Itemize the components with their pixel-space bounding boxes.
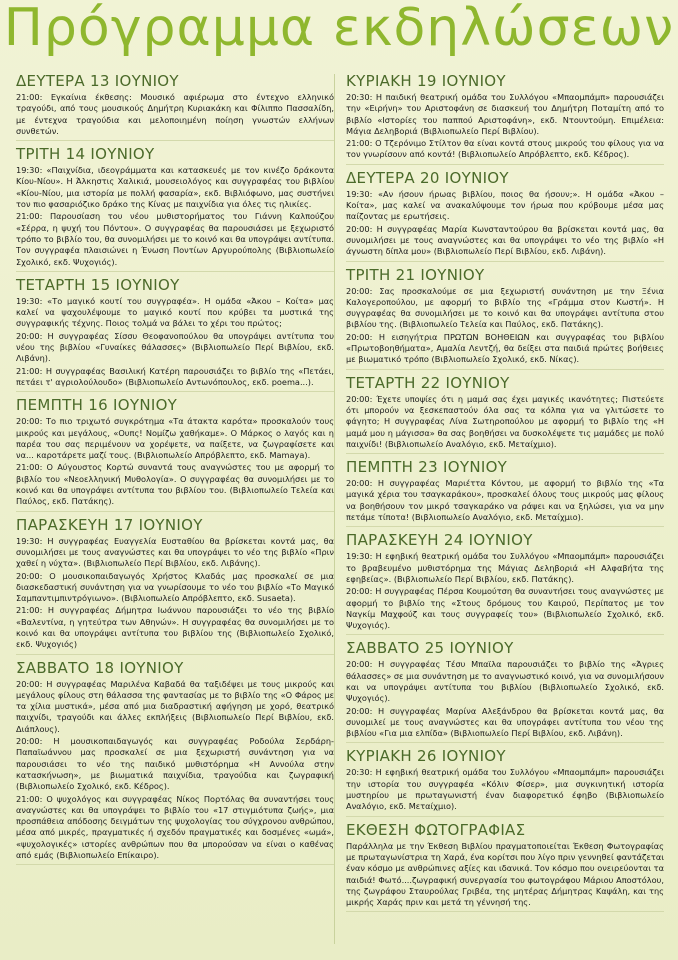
day-heading: ΚΥΡΙΑΚΗ 26 ΙΟΥΝΙΟΥ <box>346 747 506 766</box>
section-separator <box>16 864 334 865</box>
section-separator <box>346 816 664 817</box>
section-separator <box>346 261 664 262</box>
day-section <box>346 531 664 635</box>
day-heading: ΠΕΜΠΤΗ 23 ΙΟΥΝΙΟΥ <box>346 458 508 477</box>
event-entry: 20:00: Η συγγραφέας Μαριλένα Καβαδά θα ταξιδέψει με τους μικρούς και μεγάλους φίλους στη θάλασσα της φαντασίας με το βιβλίο της «Ο Φάρος με τα χίλια μυστικά», μέσα από μια διαδραστική αφήγηση με χορό, θεατρικό παιχνίδι, τραγούδι και άλλες εκπλήξεις (Βιβλιοπωλείο Περί Βιβλίου, εκδ. Διάπλους). <box>16 678 334 734</box>
section-separator <box>346 164 664 165</box>
event-entry: 20:00: Η συγγραφέας Μαρία Κωνσταντούρου θα βρίσκεται κοντά μας, θα συνομιλήσει με τους αναγνώστες και θα υπογράψει το νέο της βιβλίο «Η άγνωστη δίπλα μου» (Βιβλιοπωλείο Περί Βιβλίου, εκδ. Λιβάνη). <box>346 223 664 257</box>
day-section <box>16 72 334 141</box>
day-section <box>16 659 334 866</box>
event-entry: 21:00: Η συγγραφέας Δήμητρα Ιωάννου παρουσιάζει το νέο της βιβλίο «Βαλεντίνα, η γητεύτρα των Αθηνών». Η συγγραφέας θα συνομιλήσει με το κοινό και θα υπογράψει αντίτυπα του βιβλίου της (Βιβλιοπωλείο Σχολικό, εκδ. Ψυχογιός) <box>16 605 334 650</box>
day-section <box>346 821 664 913</box>
event-entry: 21:00: Παρουσίαση του νέου μυθιστορήματος του Γιάννη Καλπούζου «Σέρρα, η ψυχή του Πόντου». Ο συγγραφέας θα παρουσιάσει με ξεχωριστό τρόπο το βιβλίο του, θα συνομιλήσει με το κοινό και θα υπογράψει αντίτυπα. Τον συγγραφέα πλαισιώνει η Ένωση Ποντίων Αργυρούπολης (Βιβλιοπωλείο Σχολικό, εκδ. Ψυχογιός). <box>16 211 334 267</box>
day-heading: ΣΑΒΒΑΤΟ 18 ΙΟΥΝΙΟΥ <box>16 658 184 677</box>
day-section <box>346 639 664 743</box>
day-heading: ΔΕΥΤΕΡΑ 13 ΙΟΥΝΙΟΥ <box>16 72 179 90</box>
day-heading: ΔΕΥΤΕΡΑ 20 ΙΟΥΝΙΟΥ <box>346 168 509 187</box>
event-entry: 20:00: Έχετε υποψίες ότι η μαμά σας έχει μαγικές ικανότητες; Πιστεύετε ότι μπορούν να ξεσκεπαστούν όλα σας τα κόλπα για να γλιτώσετε το φάγητο; Η συγγραφέας Λίνα Σωτηροπούλου με αφορμή το βιβλίο της «Η μαμά μου η μάγισσα» θα σας βοηθήσει να δυσκολέψετε τις μαμάδες με πολύ παιχνίδι! (Βιβλιοπωλείο Αναλόγιο, εκδ. Μεταίχμιο). <box>346 393 664 449</box>
event-entry: Παράλληλα με την Έκθεση Βιβλίου πραγματοποιείται Έκθεση Φωτογραφίας με πρωταγωνίστρια τη Χαρά, ένα κορίτσι που λίγο πριν γεννηθεί φαντάζεται έναν κόσμο με ανθρώπινες αξίες και ιδανικά. Τον κόσμο που ονειρεύονται τα παιδιά! Φωτό....ζωγραφική συνεργασία του φωτογράφου Μάριου Αποστόλου, της ζωγράφου Σταυρούλας Γριβέα, της μητέρας Δήμητρας Καψάλη, και της μικρής Χαράς πριν και μετά τη γέννησή της. <box>346 840 665 908</box>
day-heading: ΤΕΤΑΡΤΗ 22 ΙΟΥΝΙΟΥ <box>346 373 510 392</box>
section-separator <box>346 634 664 635</box>
event-entry: 20:00: Η συγγραφέας Μαριέττα Κόντου, με αφορμή το βιβλίο της «Τα μαγικά χέρια του τσαγκαράκου», προσκαλεί όλους τους μικρούς μας φίλους να βοηθήσουν τον μικρό τσαγκαράκο να ράψει και να ξηλώσει, για να μην πετάμε τίποτα! (Βιβλιοπωλείο Αναλόγιο, εκδ. Μεταίχμιο). <box>346 478 664 523</box>
day-section <box>346 747 664 816</box>
day-heading: ΠΑΡΑΣΚΕΥΗ 17 ΙΟΥΝΙΟΥ <box>16 515 203 534</box>
left-column <box>16 72 334 869</box>
day-section <box>346 266 664 370</box>
right-column <box>346 72 664 916</box>
section-separator <box>346 742 664 743</box>
event-entry: 21:00: Ο Τζερόνιμο Στίλτον θα είναι κοντά στους μικρούς του φίλους για να τον γνωρίσουν από κοντά! (Βιβλιοπωλείο Απρόβλεπτο, εκδ. Κέδρος). <box>346 138 664 160</box>
event-entry: 20:00: Σας προσκαλούμε σε μια ξεχωριστή συνάντηση με την Ξένια Καλογεροπούλου, με αφορμή το βιβλίο της «Γράμμα στον Κωστή». Η συγγραφέας θα συνομιλήσει με το κοινό και θα υπογράψει αντίτυπα στου βιβλίου της. (Βιβλιοπωλείο Τελεία και Παύλος, εκδ. Πατάκης). <box>346 285 664 330</box>
event-entry: 19:30: «Παιχνίδια, ιδεογράμματα και κατασκευές με τον κινέζο δράκοντα Κίου-Νίου». Η Άλκηστις Χαλικιά, μουσειολόγος και συγγραφέας του βιβλίου «Κίου-Νίου, μια ιστορία με πολλή φασαρία», εκδ. Βιβλιόφωνο, μας συστήνει τον πιο φασαριόζικο δράκο της Κίνας με παιχνίδια για όλες τις ηλικίες. <box>16 165 334 210</box>
day-heading: ΤΡΙΤΗ 21 ΙΟΥΝΙΟΥ <box>346 265 485 284</box>
section-separator <box>16 140 334 141</box>
section-separator <box>16 654 334 655</box>
day-section <box>346 72 664 165</box>
event-entry: 20:00: Η συγγραφέας Σίσσυ Θεοφανοπούλου θα υπογράψει αντίτυπα του νέου της βιβλίου «Γυναίκες θάλασσες» (Βιβλιοπωλείο Περί Βιβλίου, εκδ. Λιβάνη). <box>16 330 334 364</box>
event-entry: 21:00: Ο ψυχολόγος και συγγραφέας Νίκος Πορτόλας θα συναντήσει τους αναγνώστες και θα υπογράψει το βιβλίο του «17 στιγμιότυπα ζωής», μια προσπάθεια απόδοσης δειγμάτων της ψυχολογίας του σύγχρονου ανθρώπου, μέσα από μικρές, πραγματικές ή σχεδόν πραγματικές και δοσμένες «ωμά», «ψυχολογικές» ιστορίες ανθρώπων που θα μπορούσαν να είναι ο καθένας από εμάς (Βιβλιοπωλείο Επίκαιρο). <box>16 793 334 861</box>
day-section <box>16 145 334 272</box>
event-entry: 19:30: «Το μαγικό κουτί του συγγραφέα». Η ομάδα «Άκου – Κοίτα» μας καλεί να ψαχουλέψουμε το μαγικό κουτί που κρύβει τα μυστικά της συγγραφικής τέχνης. Ποιος τολμά να βάλει το χέρι του πρώτος; <box>16 295 334 329</box>
day-heading: ΠΑΡΑΣΚΕΥΗ 24 ΙΟΥΝΙΟΥ <box>346 531 533 550</box>
section-separator <box>346 911 664 912</box>
day-heading: ΕΚΘΕΣΗ ΦΩΤΟΓΡΑΦΙΑΣ <box>346 820 526 839</box>
day-section <box>346 374 664 454</box>
event-entry: 19:30: Η εφηβική θεατρική ομάδα του Συλλόγου «Μπαομπάμπ» παρουσιάζει το βραβευμένο μυθιστόρημα της Μάγιας Δεληβοριά «Η Αλφαβήτα της εφηβείας». (Βιβλιοπωλείο Περί Βιβλίου, εκδ. Πατάκης). <box>346 551 664 584</box>
day-section <box>16 516 334 655</box>
day-section <box>346 169 664 262</box>
day-section <box>16 276 334 392</box>
event-entry: 20:00: Η συγγραφέας Τέσυ Μπαϊλα παρουσιάζει το βιβλίο της «Άγριες θάλασσες» σε μια συνάντηση με το αναγνωστικό κοινό, για να συνομιλήσουν και να υπογράψει αντίτυπα του βιβλίου (Βιβλιοπωλείο Σχολικό, εκδ. Ψυχογιός). <box>346 659 664 704</box>
day-section <box>16 396 334 511</box>
day-heading: ΠΕΜΠΤΗ 16 ΙΟΥΝΙΟΥ <box>16 396 178 415</box>
day-heading: ΤΡΙΤΗ 14 ΙΟΥΝΙΟΥ <box>16 145 155 164</box>
event-entry: 20:30: Η εφηβική θεατρική ομάδα του Συλλόγου «Μπαομπάμπ» παρουσιάζει την ιστορία του συγγραφέα «Κόλιν Φίσερ», μια συγκινητική ιστορία μυστηρίου με πρωταγωνιστή έναν διαφορετικό έφηβο (Βιβλιοπωλείο Αναλόγιο, εκδ. Μεταίχμιο). <box>346 767 664 812</box>
event-entry: 21:00: Εγκαίνια έκθεσης: Μουσικό αφιέρωμα στο έντεχνο ελληνικό τραγούδι, από τους μουσικούς Δημήτρη Κυριακάκη και Φίλιππο Πασσαλίδη, με έντεχνα τραγούδια και μελοποιημένη ποίηση γνωστών ελλήνων συνθετών. <box>16 92 334 136</box>
event-entry: 20:00: Η συγγραφέας Μαρίνα Αλεξάνδρου θα βρίσκεται κοντά μας, θα συνομιλεί με τους αναγνώστες και θα υπογράφει αντίτυπα του νέου της βιβλίου «Για μια ελπίδα» (Βιβλιοπωλείο Περί Βιβλίου, εκδ. Λιβάνη). <box>346 705 664 739</box>
day-heading: ΤΕΤΑΡΤΗ 15 ΙΟΥΝΙΟΥ <box>16 275 180 294</box>
day-section <box>346 458 664 527</box>
event-entry: 20:30: Η παιδική θεατρική ομάδα του Συλλόγου «Μπαομπάμπ» παρουσιάζει την «Ειρήνη» του Αριστοφάνη σε διασκευή του Δημήτρη Ποταμίτη από το βιβλίο «Ιστορίες του παππού Αριστοφάνη», εκδ. Ντουντούμη. Επιμέλεια: Μάγια Δεληβοριά (Βιβλιοπωλείο Περί Βιβλίου). <box>346 92 664 136</box>
page-title: Πρόγραμμα εκδηλώσεων <box>3 0 675 58</box>
section-separator <box>16 511 334 512</box>
day-heading: ΣΑΒΒΑΤΟ 25 ΙΟΥΝΙΟΥ <box>346 639 514 658</box>
event-entry: 19:30: Η συγγραφέας Ευαγγελία Ευσταθίου θα βρίσκεται κοντά μας, θα συνομιλήσει με τους αναγνώστες και θα υπογράψει το νέο της βιβλίο «Πριν χαθεί η νύχτα». (Βιβλιοπωλείο Περί Βιβλίου, εκδ. Λιβάνης). <box>16 535 334 569</box>
day-heading: ΚΥΡΙΑΚΗ 19 ΙΟΥΝΙΟΥ <box>346 72 506 90</box>
section-separator <box>346 453 664 454</box>
event-entry: 20:00: Η εισηγήτρια ΠΡΩΤΩΝ ΒΟΗΘΕΙΩΝ και συγγραφέας του βιβλίου «Πρωτοβοηθήματα», Αμαλία Λεντζή, θα δείξει στα παιδιά πρώτες βοήθειες με βιωματικό τρόπο (Βιβλιοπωλείο Σχολικό, εκδ. Νίκας). <box>346 331 664 365</box>
event-entry: 19:30: «Αν ήσουν ήρωας βιβλίου, ποιος θα ήσουν;». Η ομάδα «Άκου – Κοίτα», μας καλεί να ανακαλύψουμε τον ήρωα που κρύβουμε μέσα μας παίζοντας με ερωτήσεις. <box>346 188 664 222</box>
column-divider <box>334 74 335 944</box>
event-entry: 20:00: Η μουσικοπαιδαγωγός και συγγραφέας Ροδούλα Σερδάρη-Παπαϊωάννου μας προσκαλεί σε μια ξεχωριστή συνάντηση για να παρουσιάσει το νέο της παιδικό μυθιστόρημα «Η Αννούλα στην κατασκήνωση», με βιωματικά παιχνίδια, τραγούδια και ζωγραφική (Βιβλιοπωλείο Σχολικό, εκδ. Κέδρος). <box>16 736 334 792</box>
event-entry: 20:00: Ο μουσικοπαιδαγωγός Χρήστος Κλαδάς μας προσκαλεί σε μια διασκεδαστική συνάντηση για να γνωρίσουμε το νέο του βιβλίο «Το Μαγικό Σαμπαντιμπιντρόγιωνο». (Βιβλιοπωλείο Απρόβλεπτο, εκδ. Susaeta). <box>16 570 334 604</box>
event-entry: 20:00: Η συγγραφέας Πέρσα Κουμούτση θα συναντήσει τους αναγνώστες με αφορμή το βιβλίο της «Στους δρόμους του Καιρού, Περίπατος με τον Ναγκίμ Μαχφούζ και τους συγγραφείς του» (Βιβλιοπωλείο Σχολικό, εκδ. Ψυχογιός). <box>346 586 664 631</box>
event-entry: 21:00: Ο Αύγουστος Κορτώ συναντά τους αναγνώστες του με αφορμή το βιβλίο του «Νεοελληνική Μυθολογία». Ο συγγραφέας θα συνομιλήσει με το κοινό και θα υπογράψει αντίτυπα του βιβλίου του. (Βιβλιοπωλείο Τελεία και Παύλος, εκδ. Πατάκης). <box>16 462 334 507</box>
section-separator <box>346 526 664 527</box>
section-separator <box>346 369 664 370</box>
event-entry: 21:00: Η συγγραφέας Βασιλική Κατέρη παρουσιάζει το βιβλίο της «Πετάει, πετάει τ' αγριολούλουδο» (Βιβλιοπωλείο Αντωνόπουλος, εκδ. poema...). <box>16 365 334 387</box>
section-separator <box>16 271 334 272</box>
section-separator <box>16 391 334 392</box>
event-entry: 20:00: Το πιο τριχωτό συγκρότημα «Τα άτακτα καρότα» προσκαλούν τους μικρούς και μεγάλους, «Ουπς! Νομίζω χαθήκαμε». Ο Μάρκος ο λαγός και η παρέα του σας περιμένουν να χορέψετε, να παίξετε, να ζωγραφίσετε και να... καροτάρετε μαζί τους. (Βιβλιοπωλείο Απρόβλεπτο, εκδ. Mamaya). <box>16 416 334 461</box>
